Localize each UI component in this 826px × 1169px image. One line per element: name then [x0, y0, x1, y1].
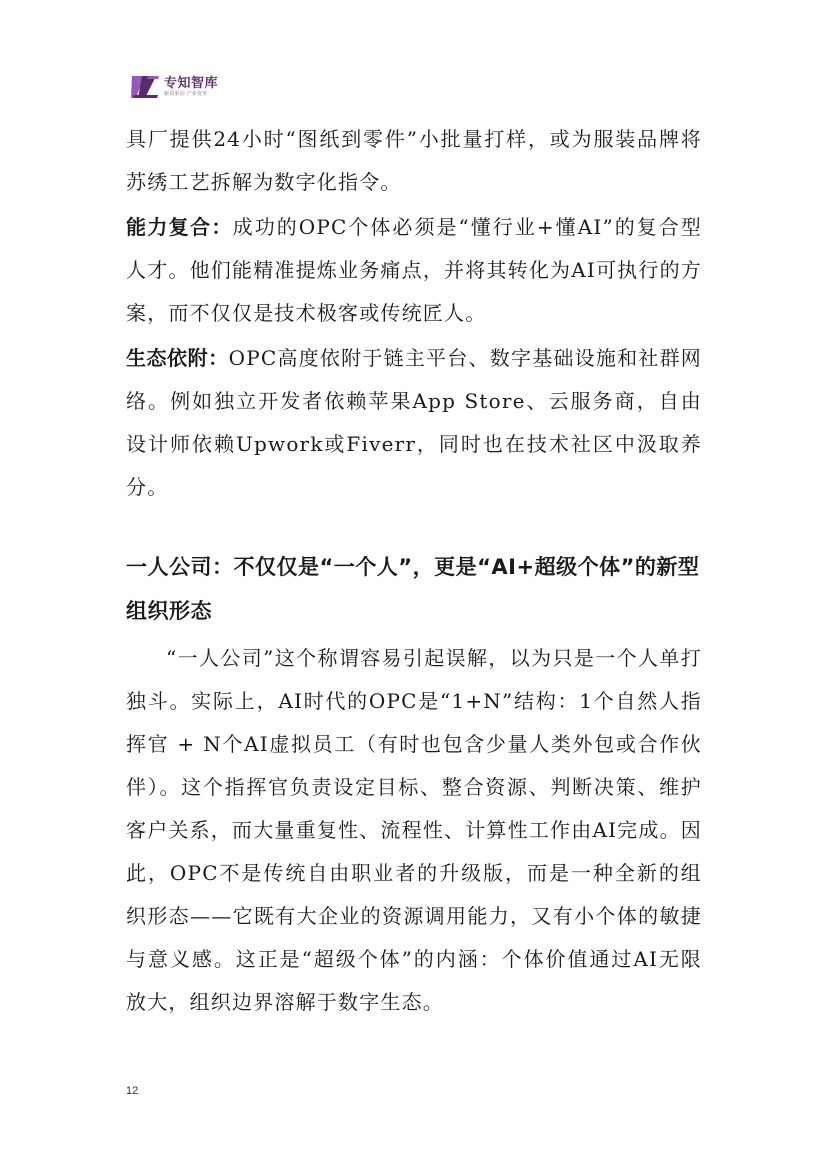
page-number: 12 [126, 1085, 139, 1097]
item-lead: 生态依附： [126, 346, 229, 370]
item-lead: 能力复合： [126, 215, 233, 239]
bullet-ecosystem-dependence [126, 337, 702, 509]
section-paragraph: “一人公司”这个称谓容易引起误解，以为只是一个人单打独斗。实际上，AI时代的OPC是“1+N”结构：1个自然人指挥官 + N个AI虚拟员工（有时也包含少量人类外包或合作伙伴）。这个指挥官负责设定目标、整合资源、判断决策、维护客户关系，而大量重复性、流程性、计算性工作由AI完成。因此，OPC不是传统自由职业者的升级版，而是一种全新的组织形态——它既有大企业的资源调用能力，又有小个体的敏捷与意义感。这正是“超级个体”的内涵：个体价值通过AI无限放大，组织边界溶解于数字生态。 [126, 646, 702, 1014]
continuation-paragraph: 具厂提供24小时“图纸到零件”小批量打样，或为服装品牌将苏绣工艺拆解为数字化指令。 [126, 127, 702, 194]
logo-text [164, 77, 218, 97]
item-text: OPC高度依附于链主平台、数字基础设施和社群网络。例如独立开发者依赖苹果App Store、云服务商，自由设计师依赖Upwork或Fiverr，同时也在技术社区中汲取养分。 [126, 346, 702, 499]
item-text: 成功的OPC个体必须是“懂行业+懂AI”的复合型人才。他们能精准提炼业务痛点，并将其转化为AI可执行的方案，而不仅仅是技术极客或传统匠人。 [126, 215, 702, 325]
header-logo [130, 72, 218, 102]
section-heading: 一人公司：不仅仅是“一个人”，更是“AI+超级个体”的新型组织形态 [126, 555, 700, 623]
logo-mark-icon [130, 73, 160, 101]
logo-name: 专知智库 [164, 76, 219, 91]
bullet-ability-compound [126, 206, 702, 335]
logo-tagline: 新质驱动 产业变革 [164, 91, 208, 97]
document-body [126, 118, 702, 1024]
